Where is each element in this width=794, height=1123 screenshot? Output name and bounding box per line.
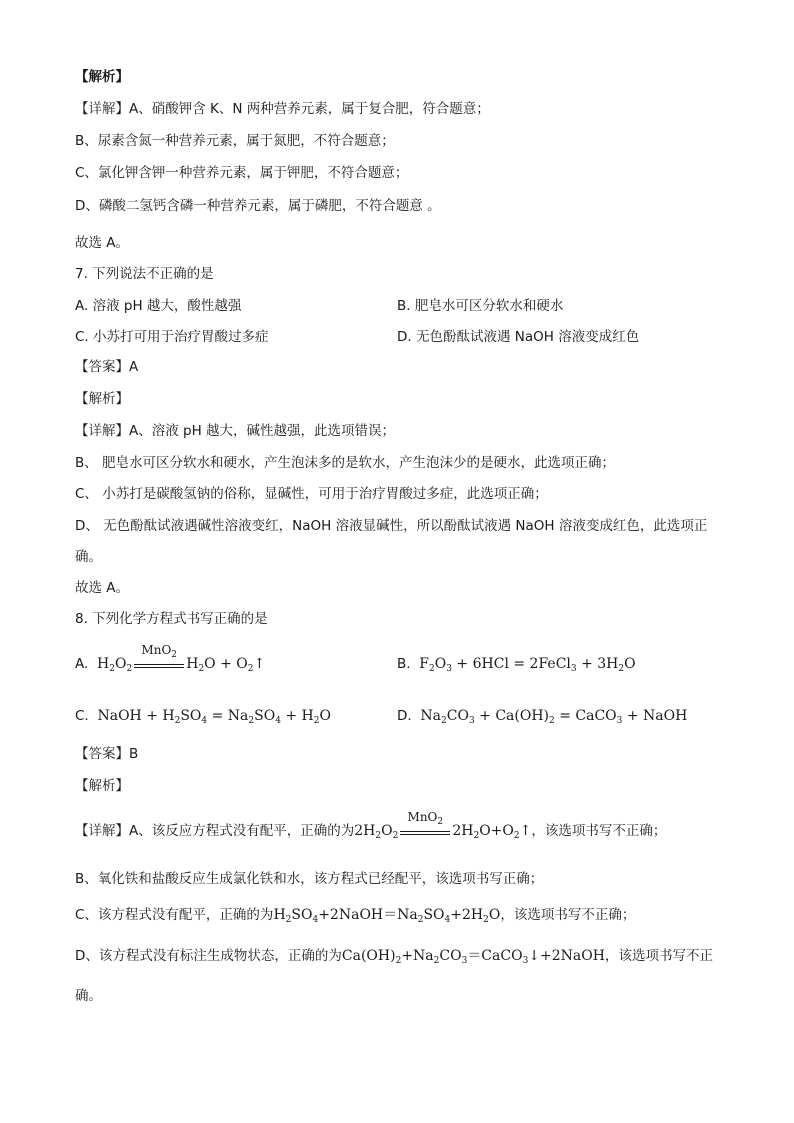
detail-line: 确。 (75, 988, 102, 1004)
detail-line: 确。 (75, 549, 102, 565)
q8-option-b: B. $F_2O_3 + 6HCl$ = 2FeCl$_3$ + $3H_2O$ (397, 656, 636, 674)
detail-line: C、氯化钾含钾一种营养元素，属于钾肥，不符合题意； (75, 165, 409, 181)
q7-option-c: C. 小苏打可用于治疗胃酸过多症 (75, 329, 269, 345)
detail-line: B、 肥皂水可区分软水和硬水，产生泡沫多的是软水，产生泡沫少的是硬水，此选项正确； (75, 455, 616, 471)
conclusion-line: 故选 A。 (75, 580, 130, 596)
detail-line: D、 无色酚酞试液遇碱性溶液变红，NaOH 溶液显碱性，所以酚酞试液遇 NaOH 溶液变成红色，此选项正 (75, 518, 708, 534)
detail-line: D、磷酸二氢钙含磷一种营养元素，属于磷肥，不符合题意 。 (75, 198, 441, 214)
q7-option-a: A. 溶液 pH 越大，酸性越强 (75, 298, 242, 314)
detail-line: B、尿素含氮一种营养元素，属于氮肥，不符合题意； (75, 133, 395, 149)
detail-line: C、 小苏打是碳酸氢钠的俗称，显碱性，可用于治疗胃酸过多症，此选项正确； (75, 486, 548, 502)
detail-line: D、该方程式没有标注生成物状态，正确的为$Ca(OH)_2+Na_2CO_3=CaCO_3↓+2NaOH$，该选项书写不正 (75, 948, 713, 966)
q8-option-d: D. $Na_2CO_3 + Ca(OH)_2$ = CaCO$_3$ + NaOH (397, 708, 688, 726)
analysis-heading: 【解析】 (75, 391, 129, 407)
q7-option-b: B. 肥皂水可区分软水和硬水 (397, 298, 564, 314)
analysis-heading: 【解析】 (75, 778, 129, 794)
detail-line: B、氧化铁和盐酸反应生成氯化铁和水，该方程式已经配平，该选项书写正确； (75, 871, 544, 887)
question-7: 7. 下列说法不正确的是 (75, 266, 214, 282)
q8-option-a: A. $H_2O_2$ MnO$_2$ $H_2O$ + $O_2↑$ (75, 643, 266, 674)
detail-line: 【详解】A、溶液 pH 越大，碱性越强，此选项错误； (75, 423, 396, 439)
detail-line: 【详解】A、硝酸钾含 K、N 两种营养元素，属于复合肥，符合题意； (75, 101, 490, 117)
q7-option-d: D. 无色酚酞试液遇 NaOH 溶液变成红色 (397, 329, 640, 345)
detail-line: C、该方程式没有配平，正确的为$H_2SO_4+2NaOH=Na_2SO_4+2H_2O$，该选项书写不正确； (75, 907, 636, 925)
detail-line: 【详解】A、该反应方程式没有配平，正确的为$2H_2O_2$ MnO$_2$ $2H_2O+O_2↑$，该选项书写不正确； (75, 810, 667, 841)
analysis-heading: 【解析】 (75, 69, 129, 85)
conclusion-line: 故选 A。 (75, 235, 130, 251)
question-8: 8. 下列化学方程式书写正确的是 (75, 611, 268, 627)
answer-8: 【答案】B (75, 746, 139, 762)
answer-7: 【答案】A (75, 359, 139, 375)
q8-option-c: C. NaOH + $H_2SO_4 = Na_2SO_4 + H_2O$ (75, 708, 331, 726)
